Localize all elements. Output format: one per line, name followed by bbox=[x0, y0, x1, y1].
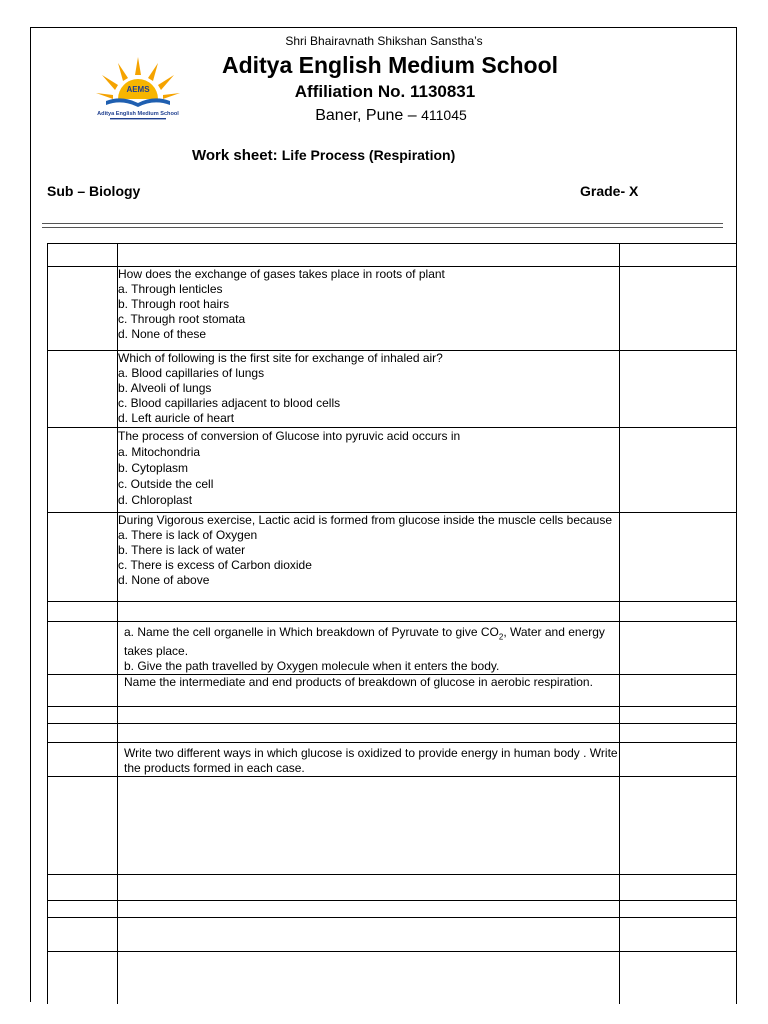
option: a. Through lenticles bbox=[118, 282, 223, 296]
question-3: The process of conversion of Glucose into pyruvic acid occurs in a. Mitochondria b. Cytoplasm c. Outside the cell d. Chloroplast bbox=[118, 428, 620, 513]
affiliation-number: Affiliation No. 1130831 bbox=[294, 82, 476, 101]
table-row bbox=[48, 875, 737, 901]
logo-abbrev: AEMS bbox=[126, 85, 150, 94]
table-row bbox=[48, 918, 737, 952]
worksheet-label: Work sheet: bbox=[192, 147, 278, 164]
option: d. None of above bbox=[118, 573, 210, 587]
table-row bbox=[48, 675, 737, 707]
option: d. Chloroplast bbox=[118, 493, 193, 507]
option: a. Mitochondria bbox=[118, 445, 201, 459]
option: a. Blood capillaries of lungs bbox=[118, 366, 265, 380]
table-row bbox=[48, 602, 737, 622]
address-pin: 411045 bbox=[421, 107, 467, 123]
question-5a: a. Name the cell organelle in Which breakdown of Pyruvate to give $CO_2$, Water and energy takes place. bbox=[124, 625, 605, 659]
subject-label: Sub – Biology bbox=[47, 183, 141, 199]
question-1: How does the exchange of gases takes place in roots of plant a. Through lenticles b. Through root hairs c. Through root stomata d. None of these bbox=[118, 267, 620, 351]
question-5b: b. Give the path travelled by Oxygen molecule when it enters the body. bbox=[124, 659, 500, 674]
option: d. None of these bbox=[118, 327, 207, 341]
option: d. Left auricle of heart bbox=[118, 411, 235, 425]
table-row bbox=[48, 724, 737, 743]
option: b. Alveoli of lungs bbox=[118, 381, 212, 395]
worksheet-title bbox=[192, 147, 455, 164]
table-row bbox=[48, 428, 737, 513]
option: b. Cytoplasm bbox=[118, 461, 189, 475]
table-row bbox=[48, 513, 737, 602]
option: c. Outside the cell bbox=[118, 477, 214, 491]
question-table bbox=[47, 243, 737, 1004]
divider-line bbox=[42, 227, 723, 228]
question-6: Name the intermediate and end products of breakdown of glucose in aerobic respiration. bbox=[118, 675, 620, 707]
option: a. There is lack of Oxygen bbox=[118, 528, 258, 542]
question-2: Which of following is the first site for exchange of inhaled air? a. Blood capillaries of lungs b. Alveoli of lungs c. Blood capillaries adjacent to blood cells d. Left auricle of heart bbox=[118, 351, 620, 428]
table-row bbox=[48, 351, 737, 428]
table-row bbox=[48, 707, 737, 724]
option: c. There is excess of Carbon dioxide bbox=[118, 558, 312, 572]
option: b. There is lack of water bbox=[118, 543, 246, 557]
worksheet-topic: Life Process (Respiration) bbox=[281, 147, 456, 163]
school-address bbox=[0, 107, 768, 125]
question-4: During Vigorous exercise, Lactic acid is formed from glucose inside the muscle cells because a. There is lack of Oxygen b. There is lack of water c. There is excess of Carbon dioxide d. None of above bbox=[118, 513, 620, 602]
table-row bbox=[48, 952, 737, 1004]
option: b. Through root hairs bbox=[118, 297, 230, 311]
divider-line bbox=[42, 223, 723, 224]
address-city: Baner, Pune – bbox=[315, 107, 417, 124]
table-row bbox=[48, 622, 737, 675]
logo-caption: Aditya English Medium School bbox=[97, 111, 179, 117]
table-row bbox=[48, 743, 737, 777]
table-row bbox=[48, 901, 737, 918]
question-7: Write two different ways in which glucose is oxidized to provide energy in human body . Write the products formed in each case. bbox=[118, 743, 620, 777]
question-5 bbox=[118, 622, 620, 675]
school-name: Aditya English Medium School bbox=[221, 52, 559, 78]
grade-label: Grade- X bbox=[580, 183, 639, 199]
option: c. Through root stomata bbox=[118, 312, 246, 326]
option: c. Blood capillaries adjacent to blood cells bbox=[118, 396, 341, 410]
table-row bbox=[48, 267, 737, 351]
sanstha-name: Shri Bhairavnath Shikshan Sanstha’s bbox=[285, 34, 483, 48]
table-row bbox=[48, 777, 737, 875]
table-row bbox=[48, 244, 737, 267]
